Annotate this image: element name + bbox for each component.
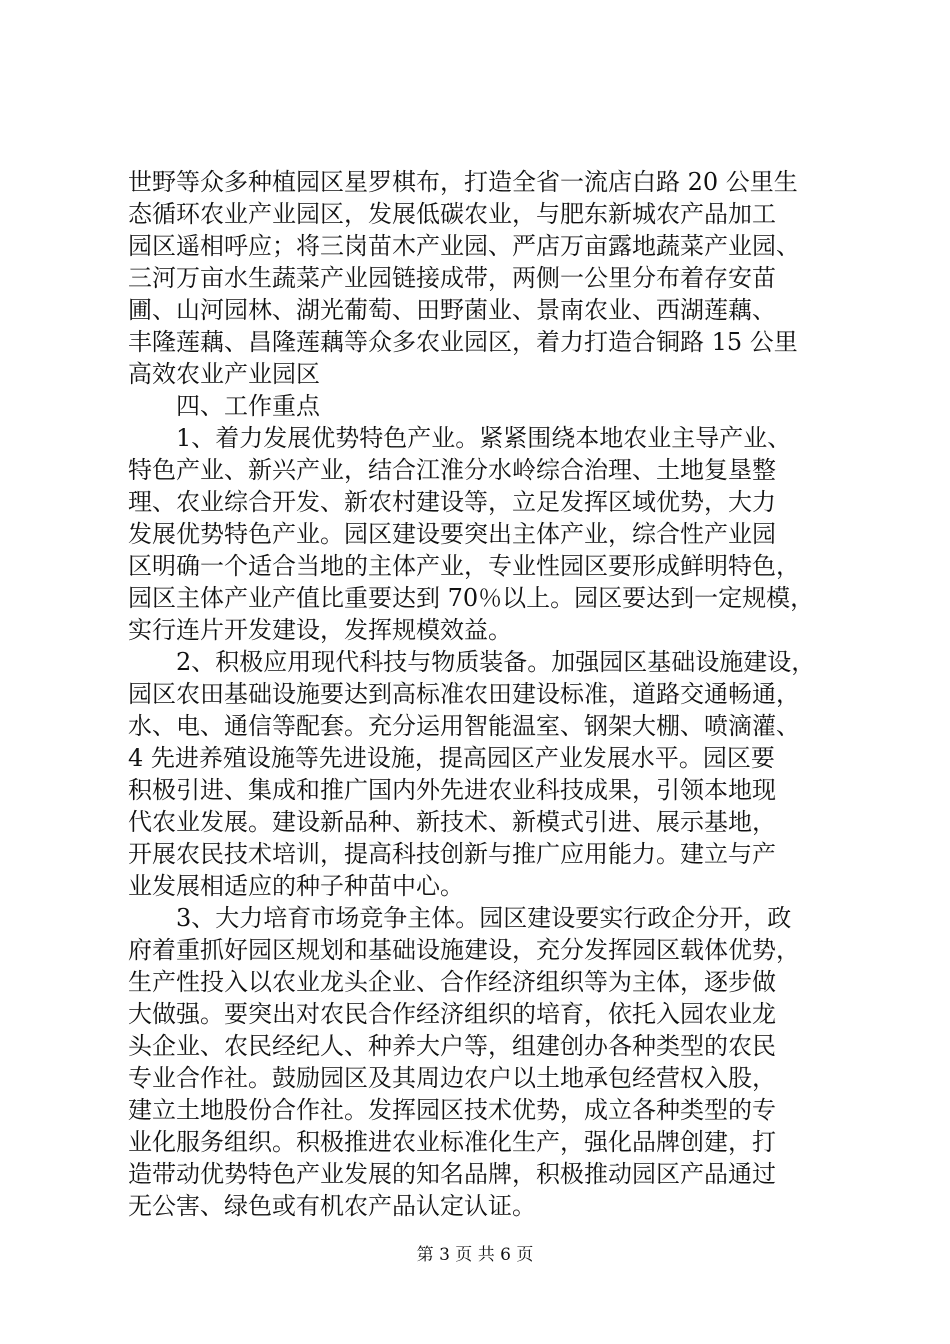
text-line: 头企业、农民经纪人、种养大户等，组建创办各种类型的农民 [128,1032,776,1060]
text-line: 1、着力发展优势特色产业。紧紧围绕本地农业主导产业、 [176,424,792,452]
text-line: 生产性投入以农业龙头企业、合作经济组织等为主体，逐步做 [128,968,776,996]
text-line: 大做强。要突出对农民合作经济组织的培育，依托入园农业龙 [128,1000,776,1028]
text-line: 3、大力培育市场竞争主体。园区建设要实行政企分开，政 [176,904,792,932]
document-body [128,166,828,1222]
text-line: 开展农民技术培训，提高科技创新与推广应用能力。建立与产 [128,840,776,868]
text-line: 业化服务组织。积极推进农业标准化生产，强化品牌创建，打 [128,1128,776,1156]
page-footer: 第 3 页 共 6 页 [416,1245,534,1265]
text-line: 三河万亩水生蔬菜产业园链接成带，两侧一公里分布着存安苗 [128,264,776,292]
text-line: 建立土地股份合作社。发挥园区技术优势，成立各种类型的专 [128,1096,776,1124]
text-line: 圃、山河园林、湖光葡萄、田野菌业、景南农业、西湖莲藕、 [128,296,776,324]
text-line: 区明确一个适合当地的主体产业，专业性园区要形成鲜明特色， [128,552,800,580]
text-line: 丰隆莲藕、昌隆莲藕等众多农业园区，着力打造合铜路 15 公里 [128,328,798,356]
text-line: 2、积极应用现代科技与物质装备。加强园区基础设施建设， [176,648,816,676]
text-line: 业发展相适应的种子种苗中心。 [128,872,464,900]
text-line: 积极引进、集成和推广国内外先进农业科技成果，引领本地现 [128,776,776,804]
text-line: 世野等众多种植园区星罗棋布，打造全省一流店白路 20 公里生 [128,168,798,196]
text-line: 造带动优势特色产业发展的知名品牌，积极推动园区产品通过 [128,1160,776,1188]
text-line: 府着重抓好园区规划和基础设施建设，充分发挥园区载体优势， [128,936,800,964]
text-line: 理、农业综合开发、新农村建设等，立足发挥区域优势，大力 [128,488,776,516]
text-line: 态循环农业产业园区，发展低碳农业，与肥东新城农产品加工 [128,200,776,228]
text-line: 四、工作重点 [176,392,320,420]
text-line: 园区遥相呼应；将三岗苗木产业园、严店万亩露地蔬菜产业园、 [128,232,800,260]
text-line: 园区主体产业产值比重要达到 70％以上。园区要达到一定规模， [128,584,815,612]
text-line: 高效农业产业园区 [128,360,320,388]
text-line: 代农业发展。建设新品种、新技术、新模式引进、展示基地， [128,808,776,836]
text-line: 园区农田基础设施要达到高标准农田建设标准，道路交通畅通， [128,680,800,708]
text-line: 实行连片开发建设，发挥规模效益。 [128,616,512,644]
text-line: 无公害、绿色或有机农产品认定认证。 [128,1192,536,1220]
text-line: 特色产业、新兴产业，结合江淮分水岭综合治理、土地复垦整 [128,456,776,484]
text-line: 专业合作社。鼓励园区及其周边农户以土地承包经营权入股， [128,1064,776,1092]
text-line: 4 先进养殖设施等先进设施，提高园区产业发展水平。园区要 [128,744,775,772]
text-line: 水、电、通信等配套。充分运用智能温室、钢架大棚、喷滴灌、 [128,712,800,740]
text-line: 发展优势特色产业。园区建设要突出主体产业，综合性产业园 [128,520,776,548]
